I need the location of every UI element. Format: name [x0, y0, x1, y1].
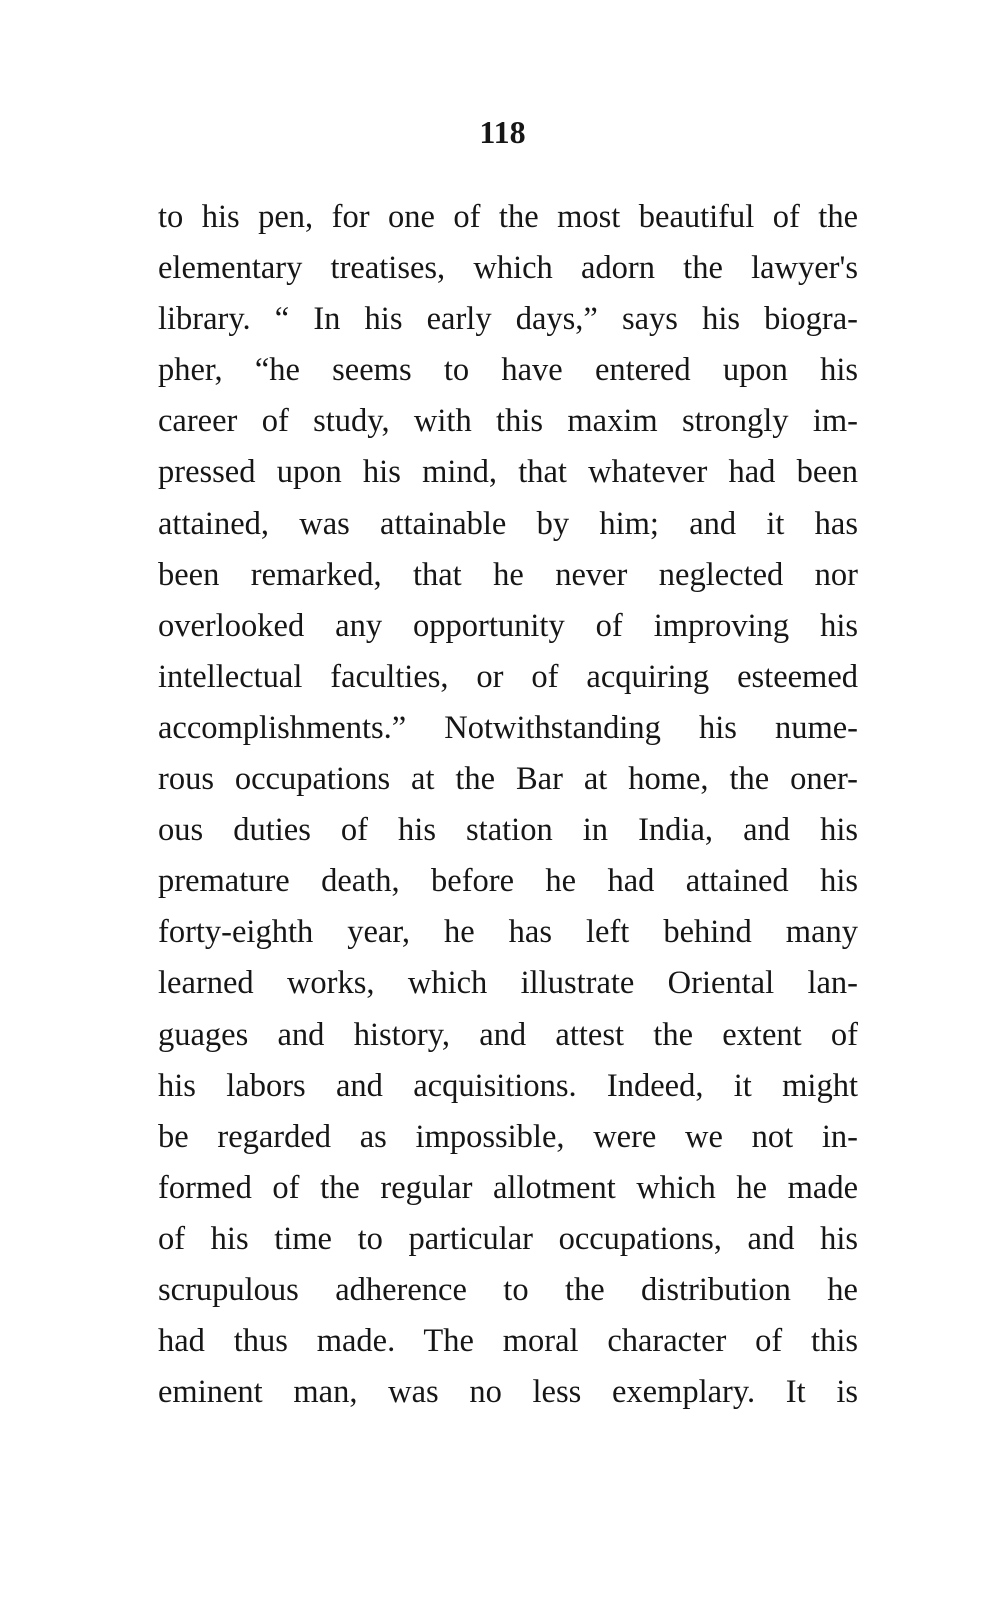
text-line: pher, “he seems to have entered upon his	[158, 352, 858, 389]
body-text	[158, 192, 858, 1418]
text-line: be regarded as impossible, were we not in-	[158, 1118, 858, 1155]
text-line: premature death, before he had attained his	[158, 863, 858, 900]
text-line: had thus made. The moral character of this	[158, 1323, 858, 1360]
text-line: career of study, with this maxim strongly im-	[158, 403, 858, 440]
text-line: attained, was attainable by him; and it has	[158, 505, 858, 542]
text-line: his labors and acquisitions. Indeed, it might	[158, 1067, 858, 1104]
text-line: rous occupations at the Bar at home, the oner-	[158, 761, 858, 798]
text-line: scrupulous adherence to the distribution he	[158, 1271, 858, 1308]
text-line: been remarked, that he never neglected nor	[158, 556, 858, 593]
text-line: overlooked any opportunity of improving his	[158, 607, 858, 644]
text-line: pressed upon his mind, that whatever had been	[158, 454, 858, 491]
text-line: formed of the regular allotment which he made	[158, 1169, 858, 1206]
text-line: guages and history, and attest the extent of	[158, 1016, 858, 1053]
text-line: library. “ In his early days,” says his biogra-	[158, 301, 858, 338]
text-line: learned works, which illustrate Oriental lan-	[158, 965, 858, 1002]
text-line: eminent man, was no less exemplary. It is	[158, 1374, 858, 1411]
text-line: forty-eighth year, he has left behind many	[158, 914, 858, 951]
text-line: to his pen, for one of the most beautiful of the	[158, 199, 858, 235]
text-line: elementary treatises, which adorn the lawyer's	[158, 250, 858, 287]
text-line: accomplishments.” Notwithstanding his nume-	[158, 709, 858, 746]
page-number: 118	[479, 114, 526, 150]
text-line: of his time to particular occupations, and his	[158, 1220, 858, 1257]
text-line: ous duties of his station in India, and his	[158, 812, 858, 849]
text-line: intellectual faculties, or of acquiring esteemed	[158, 658, 858, 695]
